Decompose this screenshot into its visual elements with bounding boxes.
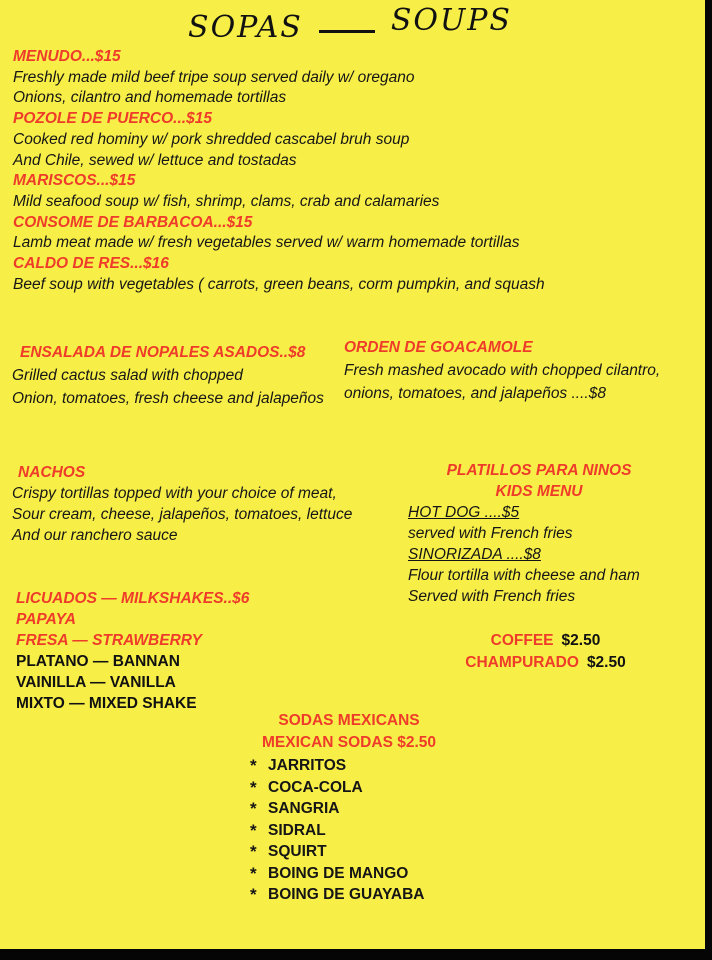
menu-item-name: MIXTO — MIXED SHAKE: [16, 695, 197, 712]
asterisk-bullet: *: [250, 842, 257, 861]
guacamole-section: [344, 336, 704, 405]
menu-item-desc: And our ranchero sauce: [12, 527, 178, 544]
soda-name: BOING DE GUAYABA: [268, 886, 425, 903]
menu-item-name: HOT DOG ....$5: [408, 504, 520, 521]
soda-name: COCA-COLA: [268, 778, 363, 796]
menu-item-desc: Freshly made mild beef tripe soup served daily w/ oregano: [13, 68, 415, 86]
menu-item-desc: Sour cream, cheese, jalapeños, tomatoes, lettuce: [12, 506, 353, 523]
asterisk-bullet: *: [250, 756, 257, 775]
list-item: [250, 798, 510, 820]
title-sopas: SOPAS: [188, 10, 303, 45]
menu-item-desc: Mild seafood soup w/ fish, shrimp, clams, crab and calamaries: [13, 192, 440, 210]
menu-item-name: SINORIZADA ....$8: [408, 546, 541, 563]
sodas-list: [188, 755, 510, 906]
sodas-section: [188, 710, 510, 906]
list-item: [250, 863, 510, 885]
menu-item-name: CHAMPURADO: [465, 654, 579, 671]
menu-item-desc: Lamb meat made w/ fresh vegetables served w/ warm homemade tortillas: [13, 234, 520, 252]
menu-item-name: FRESA — STRAWBERRY: [16, 632, 203, 649]
menu-item-desc: Cooked red hominy w/ pork shredded cascabel bruh soup: [13, 130, 410, 148]
list-item: [250, 755, 510, 777]
soda-name: JARRITOS: [268, 757, 347, 774]
menu-item-name: ENSALADA DE NOPALES ASADOS..$8: [20, 344, 306, 361]
title-dash-line: [319, 30, 375, 33]
menu-item-name: NACHOS: [18, 464, 86, 481]
menu-item-name: CALDO DE RES...$16: [13, 255, 169, 273]
ensalada-section: [12, 341, 347, 410]
nachos-section: [12, 462, 407, 546]
section-heading: LICUADOS — MILKSHAKES..$6: [16, 590, 250, 607]
menu-item-desc: Served with French fries: [408, 588, 576, 605]
kids-menu-subtitle: KIDS MENU: [495, 483, 583, 500]
list-item: [250, 884, 510, 906]
menu-item-name: PAPAYA: [16, 611, 76, 628]
asterisk-bullet: *: [250, 777, 257, 797]
menu-item-desc: onions, tomatoes, and jalapeños ....$8: [344, 385, 606, 402]
soups-section: [13, 47, 703, 295]
soda-name: SIDRAL: [268, 821, 326, 839]
hot-drinks-section: [428, 630, 663, 674]
menu-item-desc: Grilled cactus salad with chopped: [12, 367, 243, 384]
menu-item-price: $2.50: [561, 632, 601, 649]
menu-item-desc: And Chile, sewed w/ lettuce and tostadas: [13, 151, 297, 169]
menu-item-name: MARISCOS...$15: [13, 172, 136, 190]
kids-menu-title: PLATILLOS PARA NINOS: [446, 462, 632, 479]
asterisk-bullet: *: [250, 863, 257, 883]
sodas-subtitle: MEXICAN SODAS $2.50: [262, 733, 436, 751]
asterisk-bullet: *: [250, 799, 257, 818]
menu-item-desc: Flour tortilla with cheese and ham: [408, 567, 640, 584]
menu-item-desc: Onion, tomatoes, fresh cheese and jalapeños: [12, 390, 324, 407]
soda-name: BOING DE MANGO: [268, 864, 409, 882]
menu-item-desc: Beef soup with vegetables ( carrots, green beans, corm pumpkin, and squash: [13, 275, 545, 293]
list-item: [250, 841, 510, 863]
sodas-title: SODAS MEXICANS: [278, 712, 420, 729]
list-item: [250, 820, 510, 842]
menu-item-name: COFFEE: [490, 632, 554, 649]
scan-edge-bottom: [0, 949, 712, 960]
menu-item-price: $2.50: [586, 654, 626, 671]
soda-name: SANGRIA: [268, 800, 340, 817]
menu-item-name: ORDEN DE GOACAMOLE: [344, 339, 533, 356]
menu-item-desc: Crispy tortillas topped with your choice of meat,: [12, 485, 337, 502]
asterisk-bullet: *: [250, 820, 257, 840]
asterisk-bullet: *: [250, 885, 257, 904]
menu-item-name: VAINILLA — VANILLA: [16, 674, 176, 691]
title-soups: SOUPS: [390, 3, 512, 38]
menu-item-desc: Fresh mashed avocado with chopped cilantro,: [344, 362, 661, 379]
menu-item-desc: served with French fries: [408, 525, 573, 542]
menu-item-name: PLATANO — BANNAN: [16, 653, 180, 670]
page-title: [0, 3, 700, 45]
menu-item-name: POZOLE DE PUERCO...$15: [13, 110, 212, 128]
menu-item-name: CONSOME DE BARBACOA...$15: [13, 213, 253, 231]
scan-edge-right: [705, 0, 712, 960]
menu-item-row: [428, 652, 663, 674]
soda-name: SQUIRT: [268, 843, 327, 860]
kids-menu-section: [408, 460, 670, 607]
menu-item-row: [428, 630, 663, 652]
list-item: [250, 777, 510, 799]
menu-item-desc: Onions, cilantro and homemade tortillas: [13, 89, 287, 107]
menu-item-name: MENUDO...$15: [13, 48, 121, 65]
licuados-section: [16, 588, 406, 714]
